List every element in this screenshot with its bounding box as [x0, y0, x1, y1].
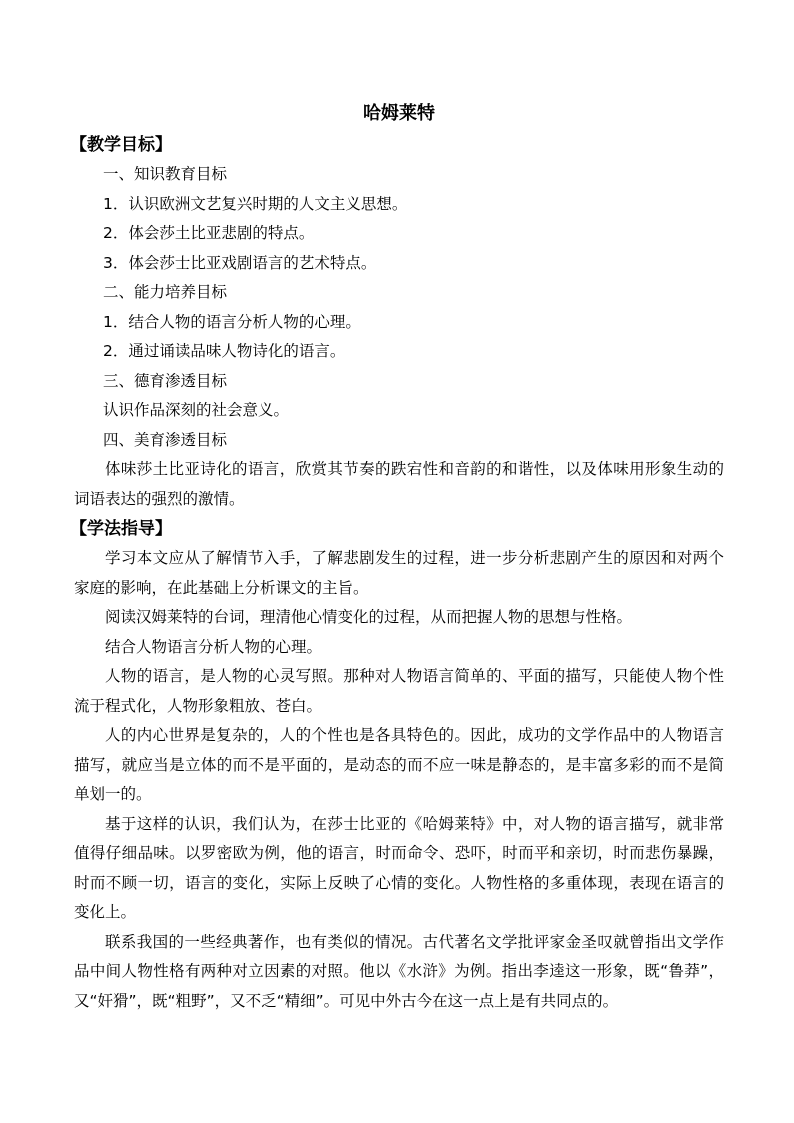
- guide-paragraph: 人的内心世界是复杂的，人的个性也是各具特色的。因此，成功的文学作品中的人物语言描写，就应当是立体的而不是平面的，是动态的而不应一味是静态的，是丰富多彩的而不是简单划一的。: [74, 726, 724, 803]
- goal-item: 2．通过诵读品味人物诗化的语言。: [103, 342, 346, 360]
- goal-heading-ability: 二、能力培养目标: [103, 283, 228, 301]
- goal-item: 认识作品深刻的社会意义。: [103, 401, 290, 419]
- page-title: 哈姆莱特: [363, 103, 435, 124]
- goal-heading-moral: 三、德育渗透目标: [103, 371, 228, 390]
- guide-paragraph: 学习本文应从了解情节入手，了解悲剧发生的过程，进一步分析悲剧产生的原因和对两个家庭的影响，在此基础上分析课文的主旨。: [74, 549, 724, 597]
- goal-item: 1．结合人物的语言分析人物的心理。: [103, 312, 361, 331]
- goal-item: 3．体会莎士比亚戏剧语言的艺术特点。: [103, 253, 377, 272]
- guide-paragraph: 人物的语言，是人物的心灵写照。那种对人物语言简单的、平面的描写，只能使人物个性流于程式化，人物形象粗放、苍白。: [74, 667, 724, 715]
- section-heading-teaching-goals: 【教学目标】: [70, 135, 172, 155]
- goal-item: 1．认识欧洲文艺复兴时期的人文主义思想。: [103, 194, 408, 213]
- guide-paragraph: 阅读汉姆莱特的台词，理清他心情变化的过程，从而把握人物的思想与性格。: [105, 608, 633, 626]
- guide-paragraph: 基于这样的认识，我们认为，在莎士比亚的《哈姆莱特》中，对人物的语言描写，就非常值得仔细品味。以罗密欧为例，他的语言，时而命令、恐吓，时而平和亲切，时而悲伤暴躁，时而不顾一切，语言的变化，实际上反映了心情的变化。人物性格的多重体现，表现在语言的变化上。: [74, 814, 724, 921]
- section-heading-study-guide: 【学法指导】: [70, 519, 172, 539]
- document-page: [70, 96, 724, 1016]
- goal-item: 2．体会莎土比亚悲剧的特点。: [103, 224, 315, 242]
- goal-paragraph: 体味莎土比亚诗化的语言，欣赏其节奏的跌宕性和音韵的和谐性，以及体味用形象生动的词语表达的强烈的激情。: [74, 460, 724, 508]
- guide-paragraph: 结合人物语言分析人物的心理。: [105, 637, 323, 656]
- guide-paragraph: 联系我国的一些经典著作，也有类似的情况。古代著名文学批评家金圣叹就曾指出文学作品中间人物性格有两种对立因素的对照。他以《水浒》为例。指出李逵这一形象，既“鲁莽”，又“奸猾”，既“粗野”，又不乏“精细”。可见中外古今在这一点上是有共同点的。: [74, 932, 724, 1010]
- goal-heading-aesthetic: 四、美育渗透目标: [103, 430, 228, 449]
- goal-heading-knowledge: 一、知识教育目标: [103, 165, 228, 183]
